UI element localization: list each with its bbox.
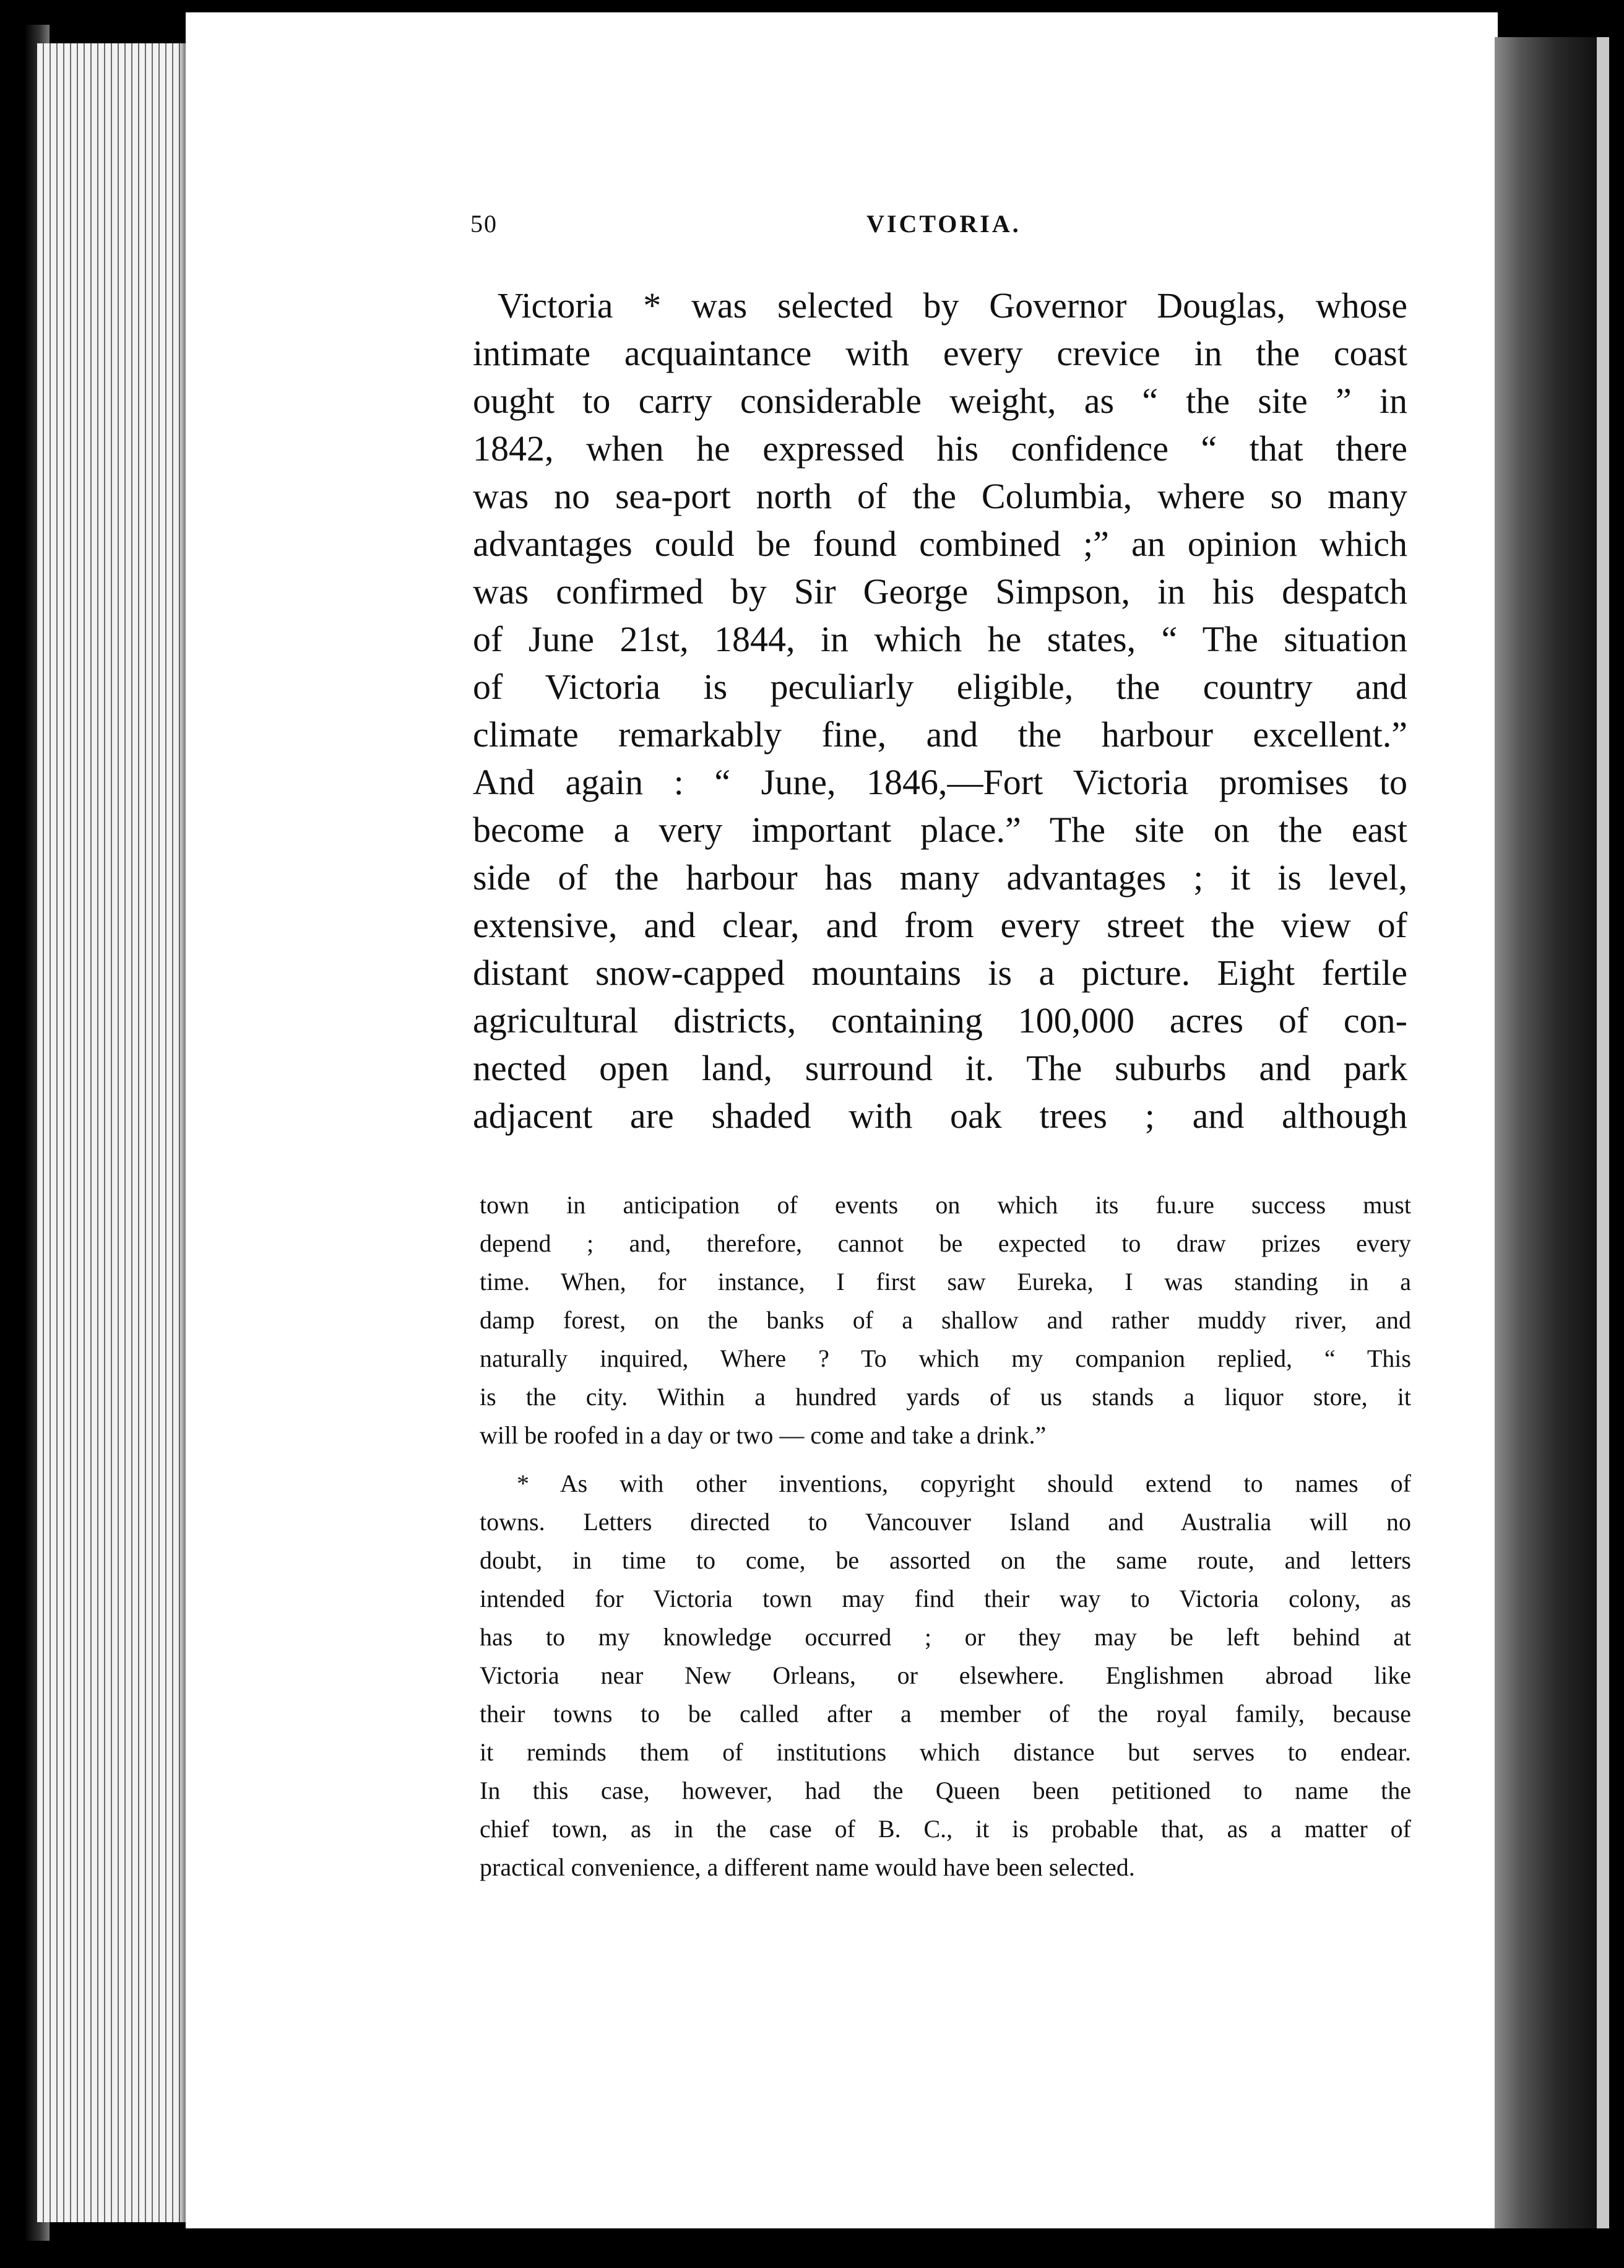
footnote-line: chief town, as in the case of B. C., it is probable that, as a matter of xyxy=(480,1815,1411,1843)
text-line: 1842, when he expressed his confidence “ that there xyxy=(473,428,1407,469)
text-line: intimate acquaintance with every crevice in the coast xyxy=(473,333,1407,373)
text-line: And again : “ June, 1846,—Fort Victoria promises to xyxy=(473,762,1407,802)
footnote-continued xyxy=(480,1186,1411,1455)
binding-edge xyxy=(1597,37,1609,2228)
page-number: 50 xyxy=(470,210,498,238)
text-line: Victoria * was selected by Governor Douglas, whose xyxy=(498,285,1407,326)
footnote-line: practical convenience, a different name would have been selected. xyxy=(480,1853,1135,1881)
footnote-line: has to my knowledge occurred ; or they may be left behind at xyxy=(480,1623,1411,1651)
text-line: climate remarkably fine, and the harbour excellent.” xyxy=(473,714,1407,755)
text-line: of June 21st, 1844, in which he states, “ The situation xyxy=(473,619,1407,659)
footnote-line: town in anticipation of events on which its fu.ure success must xyxy=(480,1191,1411,1219)
footnote-line: towns. Letters directed to Vancouver Island and Australia will no xyxy=(480,1508,1411,1536)
footnote-line: time. When, for instance, I first saw Eureka, I was standing in a xyxy=(480,1268,1411,1296)
text-line: side of the harbour has many advantages ; it is level, xyxy=(473,857,1407,898)
footnote-line: depend ; and, therefore, cannot be expected to draw prizes every xyxy=(480,1229,1411,1257)
footnote-line: intended for Victoria town may find their way to Victoria colony, as xyxy=(480,1585,1411,1612)
text-line: ought to carry considerable weight, as “ the site ” in xyxy=(473,381,1407,421)
footnote-line: In this case, however, had the Queen been petitioned to name the xyxy=(480,1777,1411,1804)
footnote-line: naturally inquired, Where ? To which my companion replied, “ This xyxy=(480,1344,1411,1372)
footnote-line: * As with other inventions, copyright should extend to names of xyxy=(517,1469,1411,1497)
book-binding xyxy=(1495,37,1597,2228)
running-head xyxy=(470,209,1411,246)
text-line: distant snow-capped mountains is a picture. Eight fertile xyxy=(473,953,1407,993)
page-edges xyxy=(37,43,198,2222)
main-text xyxy=(473,282,1407,1140)
text-line: was no sea-port north of the Columbia, where so many xyxy=(473,476,1407,516)
text-line: of Victoria is peculiarly eligible, the country and xyxy=(473,667,1407,707)
footnote-line: Victoria near New Orleans, or elsewhere. Englishmen abroad like xyxy=(480,1661,1411,1689)
footnote-line: it reminds them of institutions which distance but serves to endear. xyxy=(480,1738,1411,1766)
footnote-line: their towns to be called after a member of the royal family, because xyxy=(480,1700,1411,1728)
text-line: was confirmed by Sir George Simpson, in his despatch xyxy=(473,571,1407,612)
text-line: become a very important place.” The site on the east xyxy=(473,810,1407,850)
text-line: extensive, and clear, and from every street the view of xyxy=(473,905,1407,945)
running-title: VICTORIA. xyxy=(866,210,1021,238)
text-line: adjacent are shaded with oak trees ; and although xyxy=(473,1096,1407,1136)
footnote-line: damp forest, on the banks of a shallow and rather muddy river, and xyxy=(480,1306,1411,1334)
text-line: nected open land, surround it. The suburbs and park xyxy=(473,1048,1407,1088)
footnote-line: doubt, in time to come, be assorted on the same route, and letters xyxy=(480,1546,1411,1574)
footnote-star xyxy=(480,1465,1411,1887)
footnote-line: is the city. Within a hundred yards of us stands a liquor store, it xyxy=(480,1383,1411,1411)
footnote-line: will be roofed in a day or two — come and take a drink.” xyxy=(480,1421,1047,1449)
text-line: agricultural districts, containing 100,000 acres of con- xyxy=(473,1000,1407,1041)
text-line: advantages could be found combined ;” an opinion which xyxy=(473,524,1407,564)
